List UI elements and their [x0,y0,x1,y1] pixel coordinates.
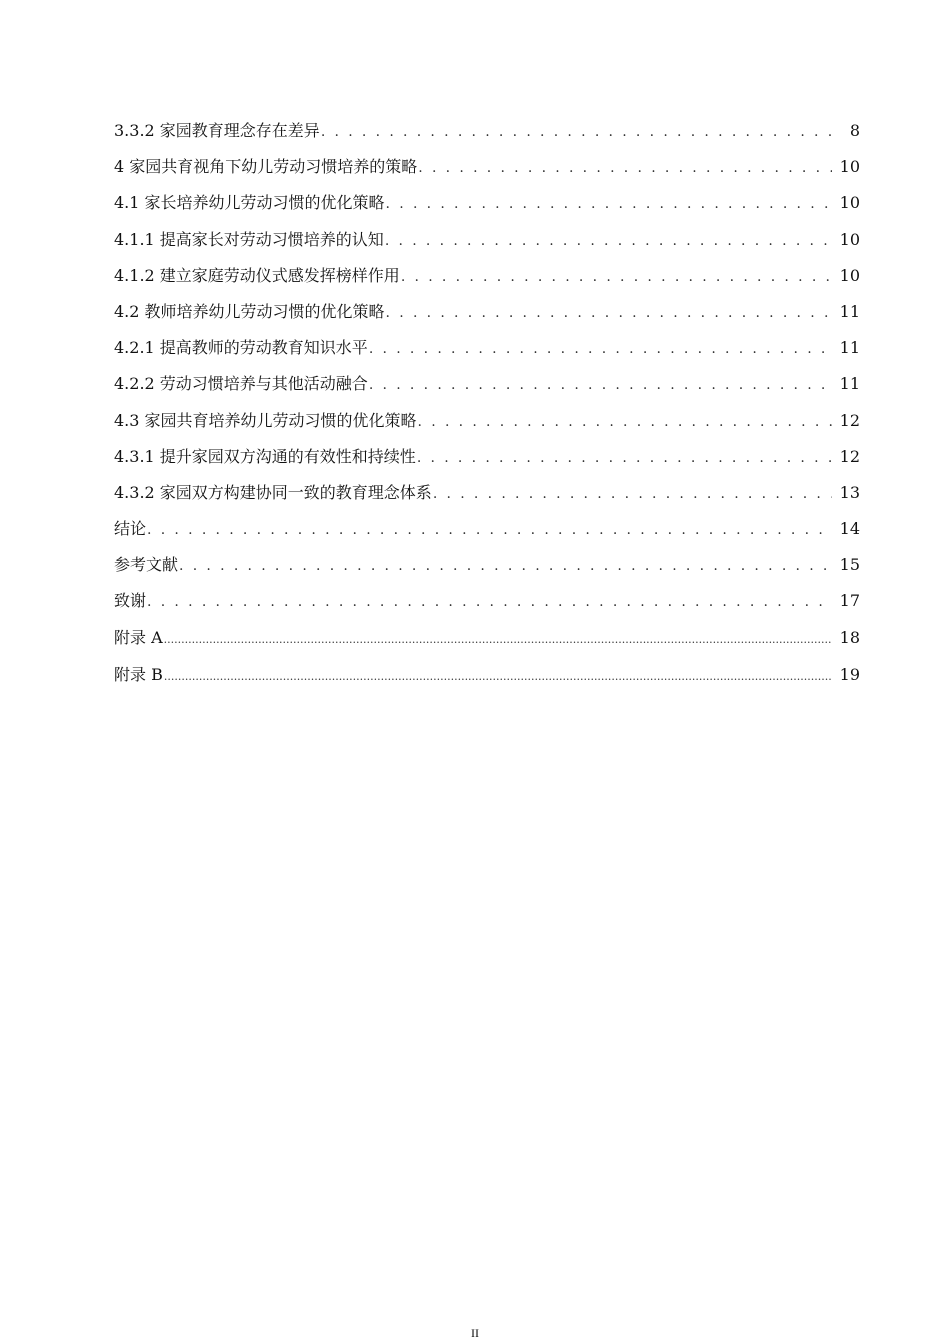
toc-entry-appendix-b[interactable] [114,656,860,694]
toc-entry-page: 15 [839,555,860,575]
toc-entry-page: 19 [839,664,860,684]
toc-dot-leader [164,622,832,658]
toc-entry-references[interactable] [114,547,860,583]
toc-entry-title: 致谢 [114,591,147,611]
toc-entry-title: 4.3.1 提升家园双方沟通的有效性和持续性 [114,446,416,466]
toc-dot-leader [179,548,832,584]
toc-entry-title: 附录 A [114,627,163,647]
toc-entry-page: 13 [839,482,860,502]
toc-dot-leader [164,658,832,696]
toc-dot-leader [147,512,832,548]
toc-entry-title: 4.2 教师培养幼儿劳动习惯的优化策略 [114,301,385,321]
toc-entry-4-1[interactable] [114,185,860,221]
toc-entry-conclusion[interactable] [114,511,860,547]
toc-entry-title: 4.1.1 提高家长对劳动习惯培养的认知 [114,229,384,249]
toc-entry-page: 11 [839,338,860,358]
toc-dot-leader [401,259,832,295]
toc-entry-4-3-1[interactable] [114,439,860,475]
toc-entry-4[interactable] [114,149,860,185]
toc-entry-title: 参考文献 [114,555,179,575]
toc-entry-title: 3.3.2 家园教育理念存在差异 [114,121,320,140]
toc-entry-4-2-2[interactable] [114,366,860,402]
toc-entry-4-3-2[interactable] [114,475,860,511]
toc-entry-3-3-2[interactable] [114,113,860,149]
toc-dot-leader [386,295,832,331]
toc-entry-title: 附录 B [114,664,163,684]
toc-entry-page: 12 [839,410,860,430]
toc-entry-4-1-1[interactable] [114,222,860,258]
toc-entry-page: 8 [849,121,860,140]
toc-entry-page: 10 [839,265,860,285]
toc-dot-leader [369,331,832,367]
toc-entry-page: 12 [839,446,860,466]
toc-entry-title: 结论 [114,519,147,539]
footer-page-number: II [471,1326,479,1340]
table-of-contents [114,113,860,694]
toc-dot-leader [147,584,832,620]
toc-dot-leader [418,150,832,186]
toc-entry-4-1-2[interactable] [114,258,860,294]
toc-entry-page: 10 [839,157,860,177]
toc-entry-title: 4.3.2 家园双方构建协同一致的教育理念体系 [114,482,432,502]
toc-entry-page: 11 [839,301,860,321]
toc-entry-page: 14 [839,519,860,539]
toc-dot-leader [321,114,832,150]
toc-entry-page: 17 [839,591,860,611]
toc-entry-page: 10 [839,229,860,249]
toc-entry-acknowledgements[interactable] [114,583,860,619]
toc-entry-title: 4 家园共育视角下幼儿劳动习惯培养的策略 [114,157,418,177]
toc-dot-leader [417,440,832,476]
toc-dot-leader [433,476,832,512]
toc-dot-leader [369,367,832,403]
toc-entry-title: 4.2.1 提高教师的劳动教育知识水平 [114,338,368,358]
toc-entry-4-3[interactable] [114,403,860,439]
toc-dot-leader [418,404,832,440]
toc-entry-page: 18 [839,627,860,647]
toc-entry-title: 4.2.2 劳动习惯培养与其他活动融合 [114,374,368,394]
toc-entry-title: 4.3 家园共育培养幼儿劳动习惯的优化策略 [114,410,417,430]
toc-entry-4-2-1[interactable] [114,330,860,366]
toc-dot-leader [385,223,832,259]
toc-entry-4-2[interactable] [114,294,860,330]
toc-entry-appendix-a[interactable] [114,620,860,656]
toc-entry-page: 10 [839,193,860,213]
toc-dot-leader [386,186,832,222]
toc-entry-page: 11 [839,374,860,394]
toc-entry-title: 4.1.2 建立家庭劳动仪式感发挥榜样作用 [114,265,400,285]
toc-entry-title: 4.1 家长培养幼儿劳动习惯的优化策略 [114,193,385,213]
